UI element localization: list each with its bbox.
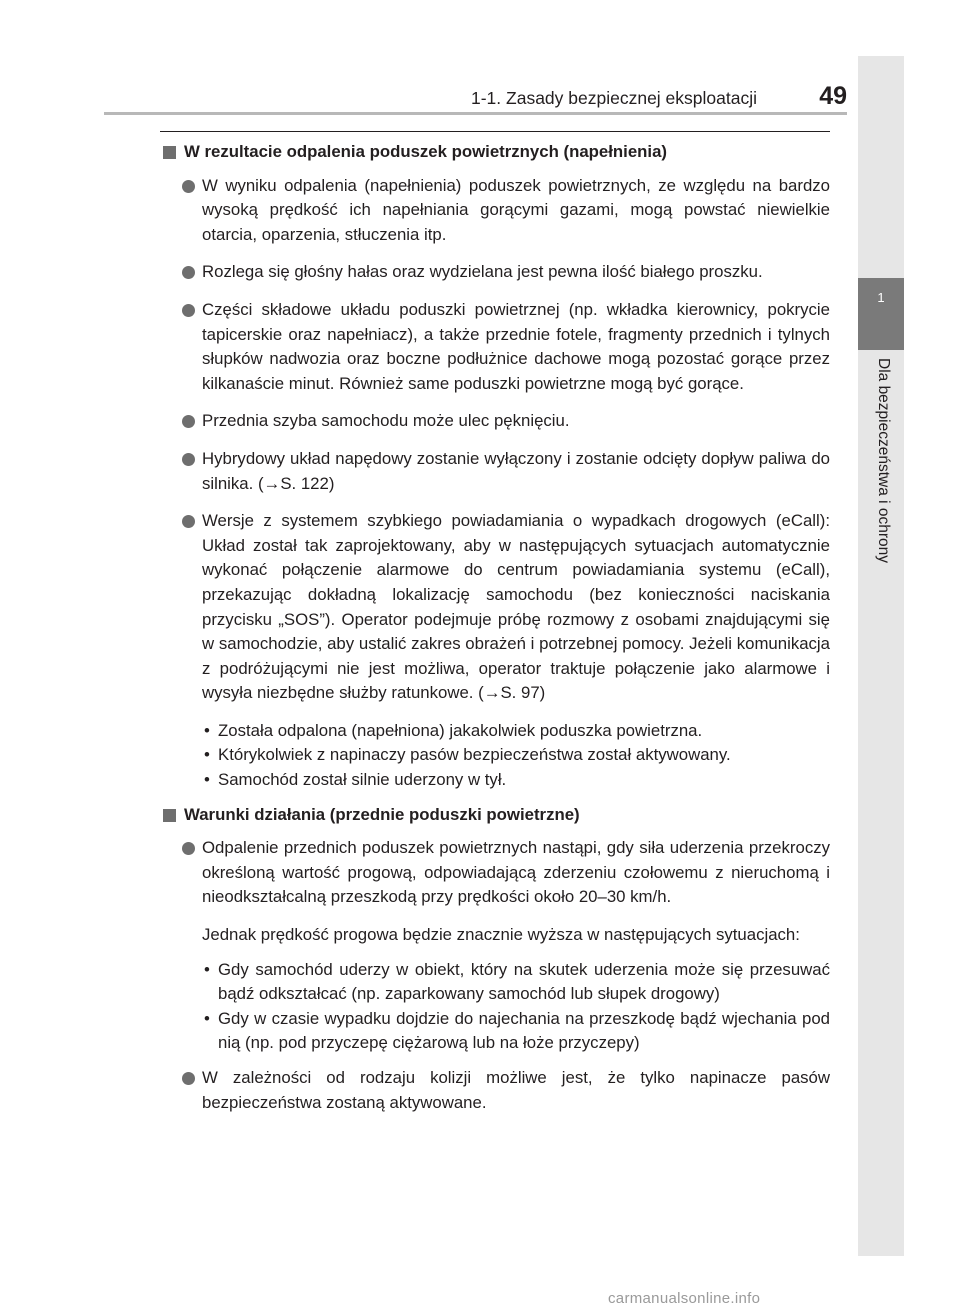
sub-list-item-text: Samochód został silnie uderzony w tył.	[218, 770, 507, 790]
sub-list-item-text: Została odpalona (napełniona) jakakolwiek poduszka powietrzna.	[218, 720, 703, 740]
dot-bullet-icon: •	[204, 1008, 210, 1028]
list-item-text: Rozlega się głośny hałas oraz wydzielana jest pewna ilość białego proszku.	[202, 262, 763, 282]
list-item	[160, 1066, 830, 1115]
sub-list-item	[160, 1007, 830, 1056]
page-header	[140, 74, 847, 114]
paragraph: Jednak prędkość progowa będzie znacznie wyższa w następujących sytuacjach:	[202, 925, 800, 945]
sub-list-item	[160, 768, 830, 793]
list-item	[160, 409, 830, 434]
dot-bullet-icon: •	[204, 770, 210, 790]
circle-bullet-icon	[182, 180, 195, 193]
list-item-text: Części składowe układu poduszki powietrznej (np. wkładka kierownicy, pokrycie tapicerskie oraz napełniacz), a także przednie fotele, fragmenty przednich i tylnych słupków nadwozia oraz boczne podłużnice dachowe mogą pozostać gorące przez kilkanaście minut. Również same poduszki powietrzne mogą być gorące.	[202, 299, 830, 393]
section-heading	[160, 803, 830, 828]
list-item-text: W zależności od rodzaju kolizji możliwe jest, że tylko napinacze pasów bezpieczeństwa zostaną aktywowane.	[202, 1068, 830, 1112]
list-item	[160, 447, 830, 496]
circle-bullet-icon	[182, 304, 195, 317]
sub-list-item	[160, 743, 830, 768]
circle-bullet-icon	[182, 515, 195, 528]
list-item-text: Hybrydowy układ napędowy zostanie wyłączony i zostanie odcięty dopływ paliwa do silnika. (→S. 122)	[202, 448, 830, 493]
circle-bullet-icon	[182, 415, 195, 428]
sub-list	[160, 719, 830, 793]
square-bullet-icon	[163, 146, 176, 159]
dot-bullet-icon: •	[204, 959, 210, 979]
sub-list-item-text: Gdy samochód uderzy w obiekt, który na skutek uderzenia może się przesuwać bądź odkształcać (np. zaparkowany samochód lub słupek drogowy)	[218, 959, 830, 1004]
page-content	[160, 140, 830, 1128]
circle-bullet-icon	[182, 453, 195, 466]
content-rule	[160, 131, 830, 132]
sub-list-item	[160, 719, 830, 744]
square-bullet-icon	[163, 809, 176, 822]
list-item-text: Wersje z systemem szybkiego powiadamiania o wypadkach drogowych (eCall): Układ został tak zaprojektowany, aby w następujących sytuacjach automatycznie wykonać połączenie alarmowe do centrum powiadamiania systemu (eCall), przekazując dokładną lokalizację samochodu (bez konieczności naciskania przycisku „SOS”). Operator podejmuje próbę rozmowy z osobami znajdującymi się w samochodzie, aby ustalić zakres obrażeń i potrzebnej pomocy. Jeżeli komunikacja z podróżującymi nie jest możliwa, operator traktuje połączenie jako alarmowe i wysyła niezbędne służby ratunkowe. (→S. 97)	[202, 511, 830, 703]
list-item	[160, 174, 830, 248]
circle-bullet-icon	[182, 266, 195, 279]
list-item	[160, 298, 830, 396]
circle-bullet-icon	[182, 842, 195, 855]
list-item-text: W wyniku odpalenia (napełnienia) poduszek powietrznych, ze względu na bardzo wysoką prędkość ich napełniania gorącymi gazami, mogą powstać niewielkie otarcia, oparzenia, stłuczenia itp.	[202, 175, 830, 244]
sub-list	[160, 958, 830, 1056]
sub-list-item-text: Gdy w czasie wypadku dojdzie do najechania na przeszkodę bądź wjechania pod nią (np. pod przyczepę ciężarową lub na łoże przyczepy)	[218, 1008, 830, 1053]
section-heading-text: W rezultacie odpalenia poduszek powietrznych (napełnienia)	[184, 142, 668, 161]
sub-list-item	[160, 958, 830, 1007]
dot-bullet-icon: •	[204, 745, 210, 765]
list-item	[160, 509, 830, 706]
circle-bullet-icon	[182, 1072, 195, 1085]
watermark: carmanualsonline.info	[608, 1290, 761, 1307]
list-item	[160, 836, 830, 910]
header-rule	[104, 112, 847, 115]
list-item	[160, 260, 830, 285]
section-heading-text: Warunki działania (przednie poduszki powietrzne)	[184, 804, 580, 824]
chapter-title: 1-1. Zasady bezpiecznej eksploatacji	[471, 88, 757, 108]
list-item-text: Odpalenie przednich poduszek powietrznych nastąpi, gdy siła uderzenia przekroczy określoną wartość progową, odpowiadającą zderzeniu czołowemu z nieruchomą i nieodkształcalną przeszkodą przy prędkości około 20–30 km/h.	[202, 838, 830, 907]
sub-list-item-text: Którykolwiek z napinaczy pasów bezpieczeństwa został aktywowany.	[218, 745, 731, 765]
side-tab-label: Dla bezpieczeństwa i ochrony	[875, 358, 892, 564]
section-heading	[160, 140, 830, 165]
page-number: 49	[819, 82, 847, 110]
side-tab-number: 1	[858, 278, 904, 350]
list-item-text: Przednia szyba samochodu może ulec pęknięciu.	[202, 411, 570, 431]
dot-bullet-icon: •	[204, 720, 210, 740]
